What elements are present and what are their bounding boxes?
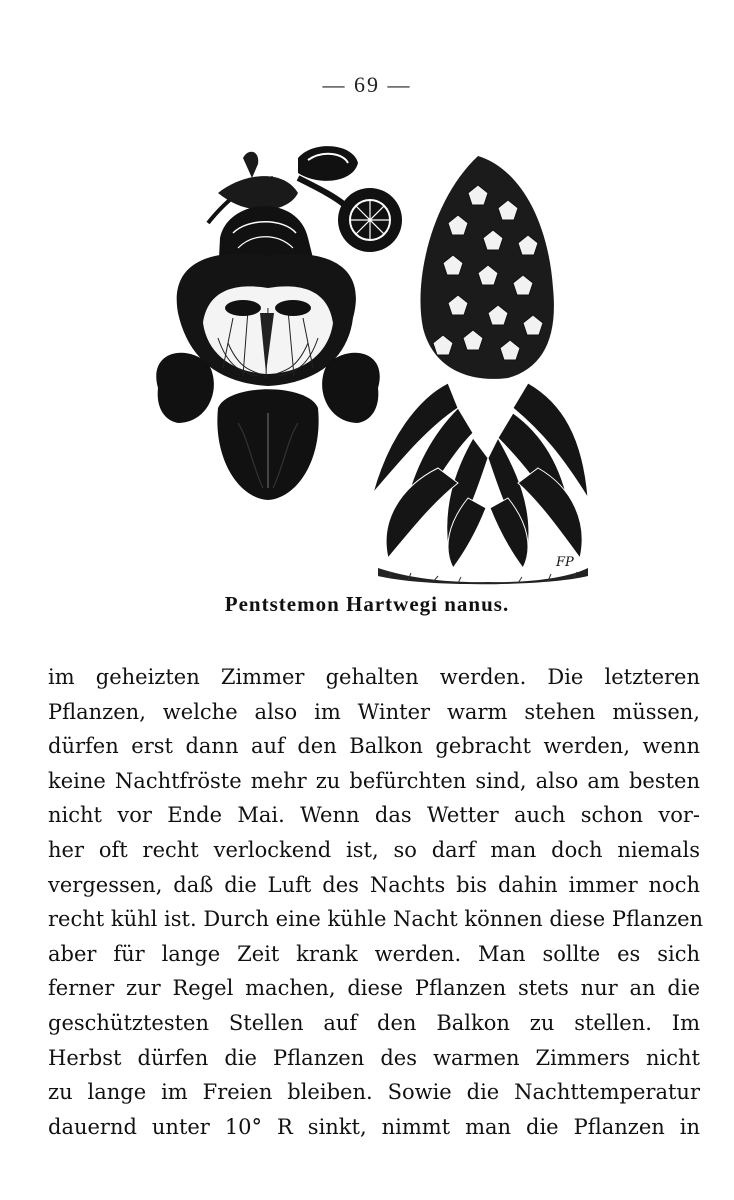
plant-engraving — [373, 156, 588, 584]
text-line: im geheizten Zimmer gehalten werden. Die letzteren — [48, 665, 700, 689]
text-line: geschütztesten Stellen auf den Balkon zu stellen. Im — [48, 1010, 700, 1035]
pentstemon-illustration — [148, 138, 598, 588]
text-line: nicht vor Ende Mai. Wenn das Wetter auch schon vor- — [48, 803, 700, 828]
text-line: keine Nachtfröste mehr zu befürchten sind, also am besten — [48, 768, 700, 793]
figure-caption: Pentstemon Hartwegi nanus. — [224, 592, 510, 616]
text-line: dauernd unter 10° R sinkt, nimmt man die Pflanzen in — [48, 1114, 700, 1139]
text-line: recht kühl ist. Durch eine kühle Nacht können diese Pflanzen — [48, 907, 704, 932]
body-text — [48, 660, 704, 1144]
text-line: ferner zur Regel machen, diese Pflanzen stets nur an die — [48, 976, 700, 1001]
text-line: aber für lange Zeit krank werden. Man sollte es sich — [48, 941, 700, 966]
page-number: — 69 — — [322, 72, 412, 97]
illustration-monogram: FP — [556, 555, 574, 570]
text-line: Pflanzen, welche also im Winter warm stehen müssen, — [48, 699, 700, 724]
text-line: vergessen, daß die Luft des Nachts bis dahin immer noch — [48, 872, 700, 897]
text-line: zu lange im Freien bleiben. Sowie die Nachttemperatur — [48, 1080, 700, 1105]
text-line: her oft recht verlockend ist, so darf man doch niemals — [48, 837, 700, 862]
text-line: Herbst dürfen die Pflanzen des warmen Zimmers nicht — [48, 1045, 700, 1070]
large-flower-engraving — [156, 146, 402, 500]
text-line: dürfen erst dann auf den Balkon gebracht werden, wenn — [48, 734, 700, 759]
